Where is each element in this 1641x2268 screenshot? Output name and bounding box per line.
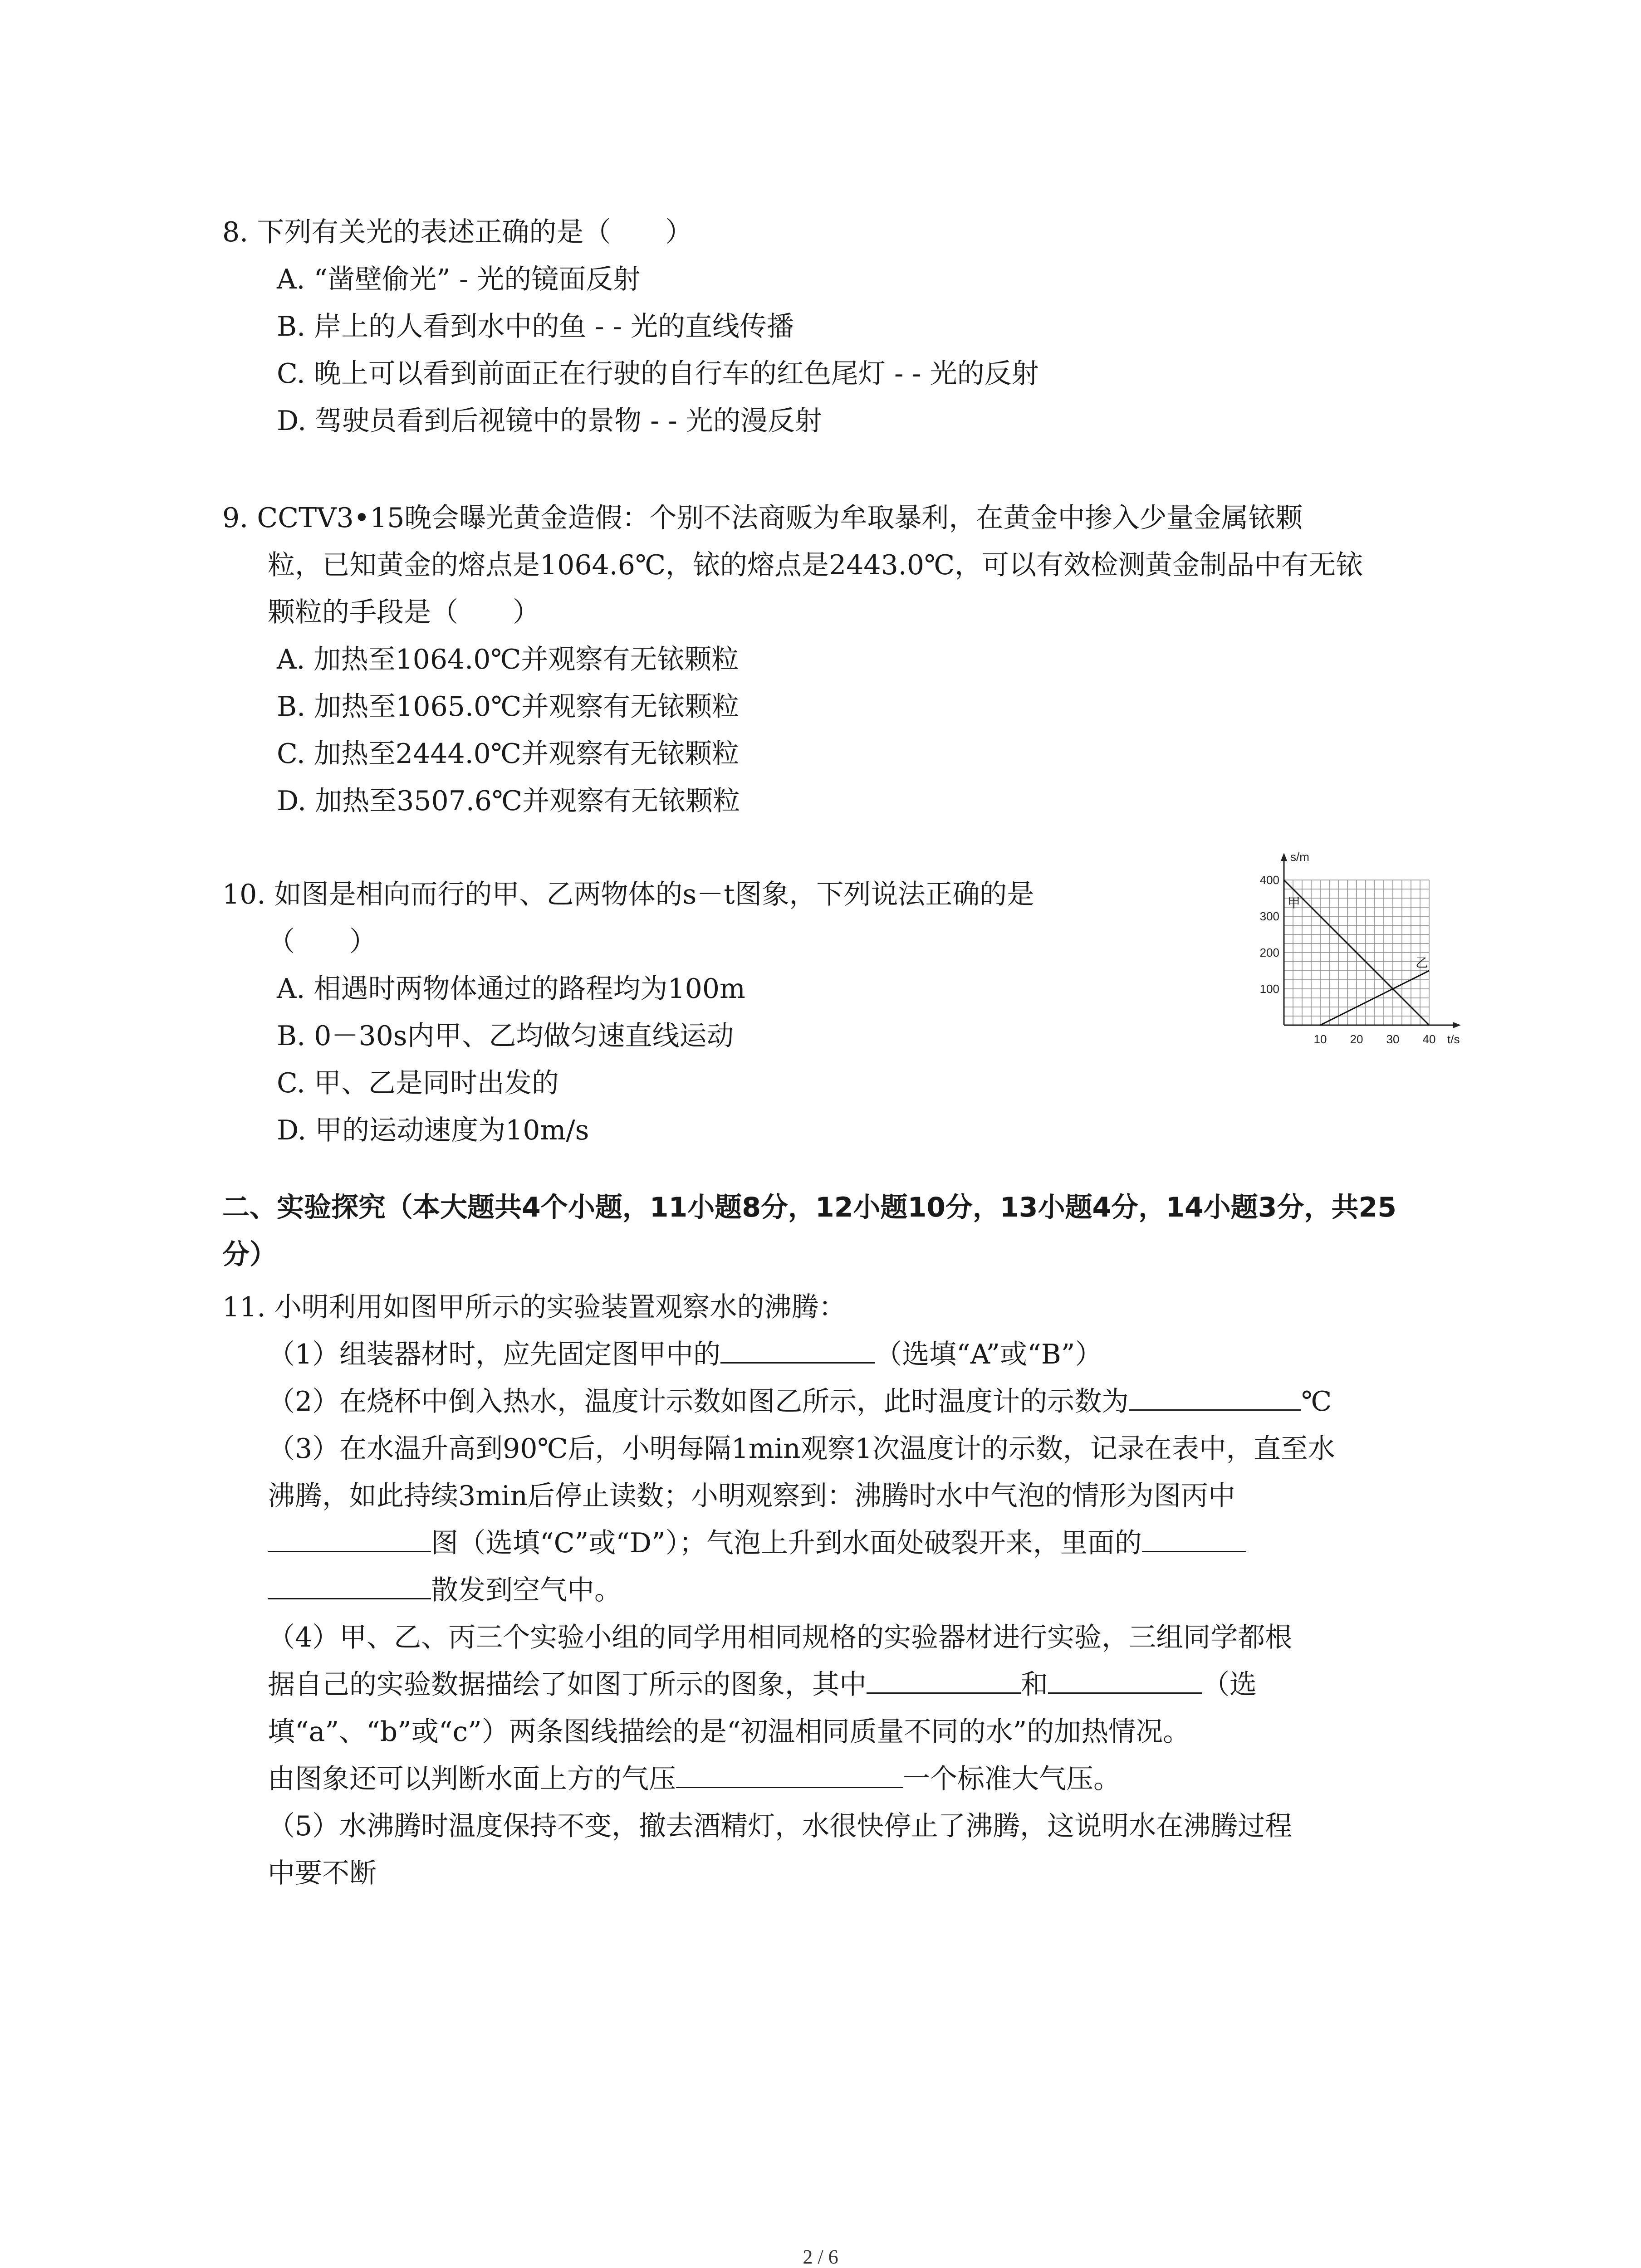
x-tick-label: 40 — [1422, 1032, 1436, 1046]
question-11-part-4-line-3: 填“a”、“b”或“c”）两条图线描绘的是“初温相同质量不同的水”的加热情况。 — [268, 1716, 1190, 1748]
y-tick-label: 200 — [1259, 946, 1279, 959]
question-9-stem-line-2: 粒，已知黄金的熔点是1064.6℃，铱的熔点是2443.0℃，可以有效检测黄金制品中有无铱 — [268, 549, 1363, 581]
question-11 — [222, 1284, 1465, 1897]
y-tick-label: 400 — [1259, 873, 1279, 887]
question-9-stem-line-3: 颗粒的手段是（ ） — [268, 596, 540, 628]
x-axis-arrow — [1453, 1022, 1461, 1028]
part-3-answer-blank-2-end[interactable] — [268, 1571, 431, 1599]
part-1-answer-blank[interactable] — [720, 1335, 875, 1364]
section-2-title-line-1: 二、实验探究（本大题共4个小题，11小题8分，12小题10分，13小题4分，14小题3分，共25 — [222, 1192, 1396, 1223]
part-2-text-a: （2）在烧杯中倒入热水，温度计示数如图乙所示，此时温度计的示数为 — [268, 1386, 1129, 1418]
question-11-part-4-line-2 — [222, 1661, 1465, 1708]
part-4-text-c: （选 — [1202, 1669, 1257, 1701]
part-3-text-a: 图（选填“C”或“D”）；气泡上升到水面处破裂开来，里面的 — [431, 1527, 1142, 1559]
part-1-text-b: （选填“A”或“B”） — [875, 1339, 1102, 1370]
x-tick-label: 20 — [1350, 1032, 1363, 1046]
section-2-title-line-2: 分） — [222, 1239, 277, 1271]
x-axis-label: t/s — [1447, 1032, 1460, 1046]
question-11-part-3-line-1: （3）在水温升高到90℃后，小明每隔1min观察1次温度计的示数，记录在表中，直至水 — [268, 1433, 1335, 1465]
question-11-part-5-line-1: （5）水沸腾时温度保持不变，撤去酒精灯，水很快停止了沸腾，这说明水在沸腾过程 — [268, 1810, 1293, 1842]
series-label-jia: 甲 — [1288, 895, 1301, 910]
part-4-answer-blank-3[interactable] — [676, 1760, 903, 1788]
question-10-option-d: D. 甲的运动速度为10m/s — [277, 1114, 589, 1146]
question-10-stem-line-1: 10. 如图是相向而行的甲、乙两物体的s－t图象，下列说法正确的是 — [222, 879, 1034, 910]
question-11-part-2 — [222, 1378, 1465, 1425]
question-8-option-d: D. 驾驶员看到后视镜中的景物 - - 光的漫反射 — [277, 405, 822, 437]
part-3-answer-blank-1[interactable] — [268, 1524, 431, 1552]
question-9-option-c: C. 加热至2444.0℃并观察有无铱颗粒 — [277, 738, 739, 770]
question-11-part-3-line-3 — [222, 1520, 1465, 1567]
part-4-text-d: 由图象还可以判断水面上方的气压 — [268, 1763, 676, 1795]
page-number: 2 / 6 — [803, 2246, 838, 2268]
part-4-answer-blank-1[interactable] — [867, 1665, 1021, 1694]
question-9 — [222, 494, 1465, 825]
series-label-yi: 乙 — [1416, 955, 1429, 970]
part-2-text-b: ℃ — [1301, 1386, 1332, 1418]
question-8 — [222, 209, 1465, 445]
y-axis-arrow — [1281, 853, 1287, 861]
question-11-part-5-line-2: 中要不断 — [268, 1857, 377, 1889]
y-tick-label: 100 — [1259, 982, 1279, 996]
question-8-option-c: C. 晚上可以看到前面正在行驶的自行车的红色尾灯 - - 光的反射 — [277, 358, 1039, 390]
x-tick-label: 10 — [1313, 1032, 1327, 1046]
part-1-text-a: （1）组装器材时，应先固定图甲中的 — [268, 1339, 721, 1370]
question-11-stem: 11. 小明利用如图甲所示的实验装置观察水的沸腾： — [222, 1291, 846, 1323]
question-10-option-b: B. 0－30s内甲、乙均做匀速直线运动 — [277, 1020, 734, 1052]
y-axis-label: s/m — [1290, 850, 1309, 864]
part-4-text-b: 和 — [1021, 1669, 1048, 1701]
question-11-part-4-line-4 — [222, 1755, 1465, 1803]
question-10-option-c: C. 甲、乙是同时出发的 — [277, 1067, 559, 1099]
part-4-text-a: 据自己的实验数据描绘了如图丁所示的图象，其中 — [268, 1669, 867, 1701]
part-3-text-b: 散发到空气中。 — [431, 1574, 622, 1606]
question-9-option-b: B. 加热至1065.0℃并观察有无铱颗粒 — [277, 691, 740, 723]
question-11-part-1 — [222, 1331, 1465, 1378]
question-9-option-a: A. 加热至1064.0℃并观察有无铱颗粒 — [277, 644, 739, 675]
question-11-part-4-line-1: （4）甲、乙、丙三个实验小组的同学用相同规格的实验器材进行实验，三组同学都根 — [268, 1622, 1293, 1653]
question-8-option-a: A. “凿壁偷光” - 光的镜面反射 — [277, 264, 641, 295]
question-10-stem-line-2: （ ） — [268, 926, 377, 958]
part-4-text-e: 一个标准大气压。 — [903, 1763, 1121, 1795]
question-11-part-3-line-4 — [222, 1567, 1465, 1614]
question-8-stem: 8. 下列有关光的表述正确的是（ ） — [222, 216, 693, 248]
y-tick-label: 300 — [1259, 909, 1279, 923]
question-10-option-a: A. 相遇时两物体通过的路程均为100m — [277, 973, 745, 1005]
part-4-answer-blank-2[interactable] — [1048, 1665, 1202, 1694]
st-chart — [1225, 850, 1479, 1066]
question-8-option-b: B. 岸上的人看到水中的鱼 - - 光的直线传播 — [277, 311, 794, 342]
question-11-part-3-line-2: 沸腾，如此持续3min后停止读数；小明观察到：沸腾时水中气泡的情形为图丙中 — [268, 1480, 1235, 1512]
question-10 — [222, 871, 1198, 1154]
question-9-option-d: D. 加热至3507.6℃并观察有无铱颗粒 — [277, 785, 740, 817]
part-3-answer-blank-2-start[interactable] — [1142, 1524, 1246, 1552]
section-2-heading — [222, 1184, 1465, 1278]
x-tick-label: 30 — [1386, 1032, 1400, 1046]
question-9-stem-line-1: 9. CCTV3•15晚会曝光黄金造假：个别不法商贩为牟取暴利，在黄金中掺入少量金属铱颗 — [222, 502, 1303, 534]
part-2-answer-blank[interactable] — [1129, 1382, 1301, 1411]
